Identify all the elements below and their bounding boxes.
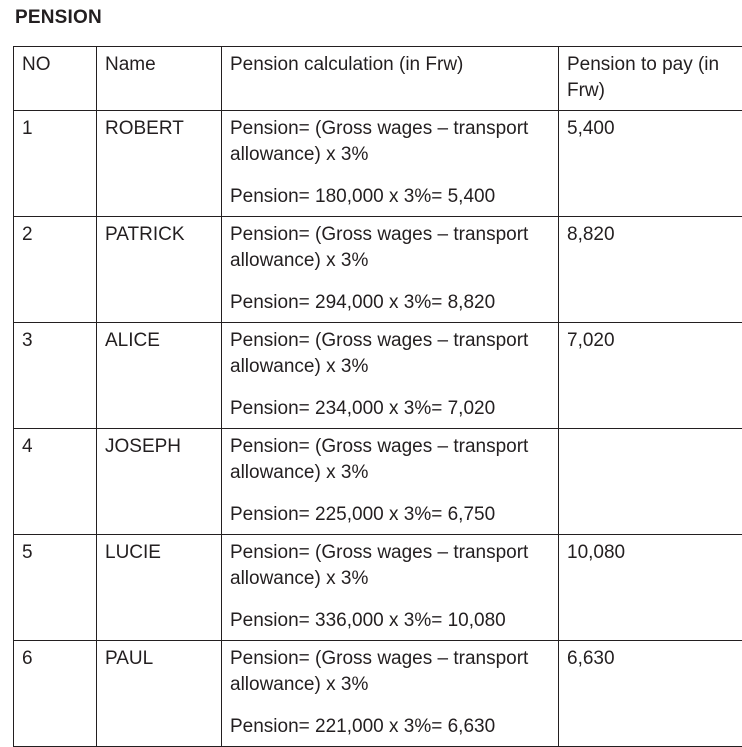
calculation-formula: Pension= (Gross wages – transport allowance) x 3% (230, 646, 552, 698)
cell-name: ALICE (97, 323, 222, 429)
cell-name: PATRICK (97, 217, 222, 323)
cell-calculation (222, 535, 559, 641)
header-name: Name (97, 47, 222, 111)
header-pension-to-pay: Pension to pay (in Frw) (559, 47, 742, 111)
calculation-result: Pension= 225,000 x 3%= 6,750 (230, 502, 552, 528)
cell-name: PAUL (97, 641, 222, 747)
table-row (14, 641, 742, 747)
table-header-row (14, 47, 742, 111)
cell-pension-to-pay (559, 429, 742, 535)
calculation-formula: Pension= (Gross wages – transport allowance) x 3% (230, 328, 552, 380)
header-no: NO (14, 47, 97, 111)
cell-no: 2 (14, 217, 97, 323)
cell-no: 6 (14, 641, 97, 747)
cell-calculation (222, 641, 559, 747)
cell-no: 1 (14, 111, 97, 217)
table-row (14, 111, 742, 217)
cell-pension-to-pay: 10,080 (559, 535, 742, 641)
calculation-formula: Pension= (Gross wages – transport allowance) x 3% (230, 540, 552, 592)
cell-pension-to-pay: 5,400 (559, 111, 742, 217)
cell-name: JOSEPH (97, 429, 222, 535)
cell-calculation (222, 323, 559, 429)
cell-calculation (222, 429, 559, 535)
cell-calculation (222, 111, 559, 217)
cell-pension-to-pay: 6,630 (559, 641, 742, 747)
table-row (14, 429, 742, 535)
calculation-result: Pension= 180,000 x 3%= 5,400 (230, 184, 552, 210)
cell-no: 4 (14, 429, 97, 535)
cell-pension-to-pay: 8,820 (559, 217, 742, 323)
calculation-result: Pension= 294,000 x 3%= 8,820 (230, 290, 552, 316)
calculation-result: Pension= 234,000 x 3%= 7,020 (230, 396, 552, 422)
calculation-formula: Pension= (Gross wages – transport allowance) x 3% (230, 222, 552, 274)
calculation-formula: Pension= (Gross wages – transport allowance) x 3% (230, 116, 552, 168)
cell-no: 5 (14, 535, 97, 641)
pension-table (13, 46, 742, 747)
table-row (14, 535, 742, 641)
header-pension-calculation: Pension calculation (in Frw) (222, 47, 559, 111)
page-heading: PENSION (15, 7, 102, 29)
calculation-formula: Pension= (Gross wages – transport allowance) x 3% (230, 434, 552, 486)
cell-calculation (222, 217, 559, 323)
calculation-result: Pension= 336,000 x 3%= 10,080 (230, 608, 552, 634)
table-row (14, 217, 742, 323)
cell-pension-to-pay: 7,020 (559, 323, 742, 429)
calculation-result: Pension= 221,000 x 3%= 6,630 (230, 714, 552, 740)
cell-name: ROBERT (97, 111, 222, 217)
cell-no: 3 (14, 323, 97, 429)
table-row (14, 323, 742, 429)
cell-name: LUCIE (97, 535, 222, 641)
